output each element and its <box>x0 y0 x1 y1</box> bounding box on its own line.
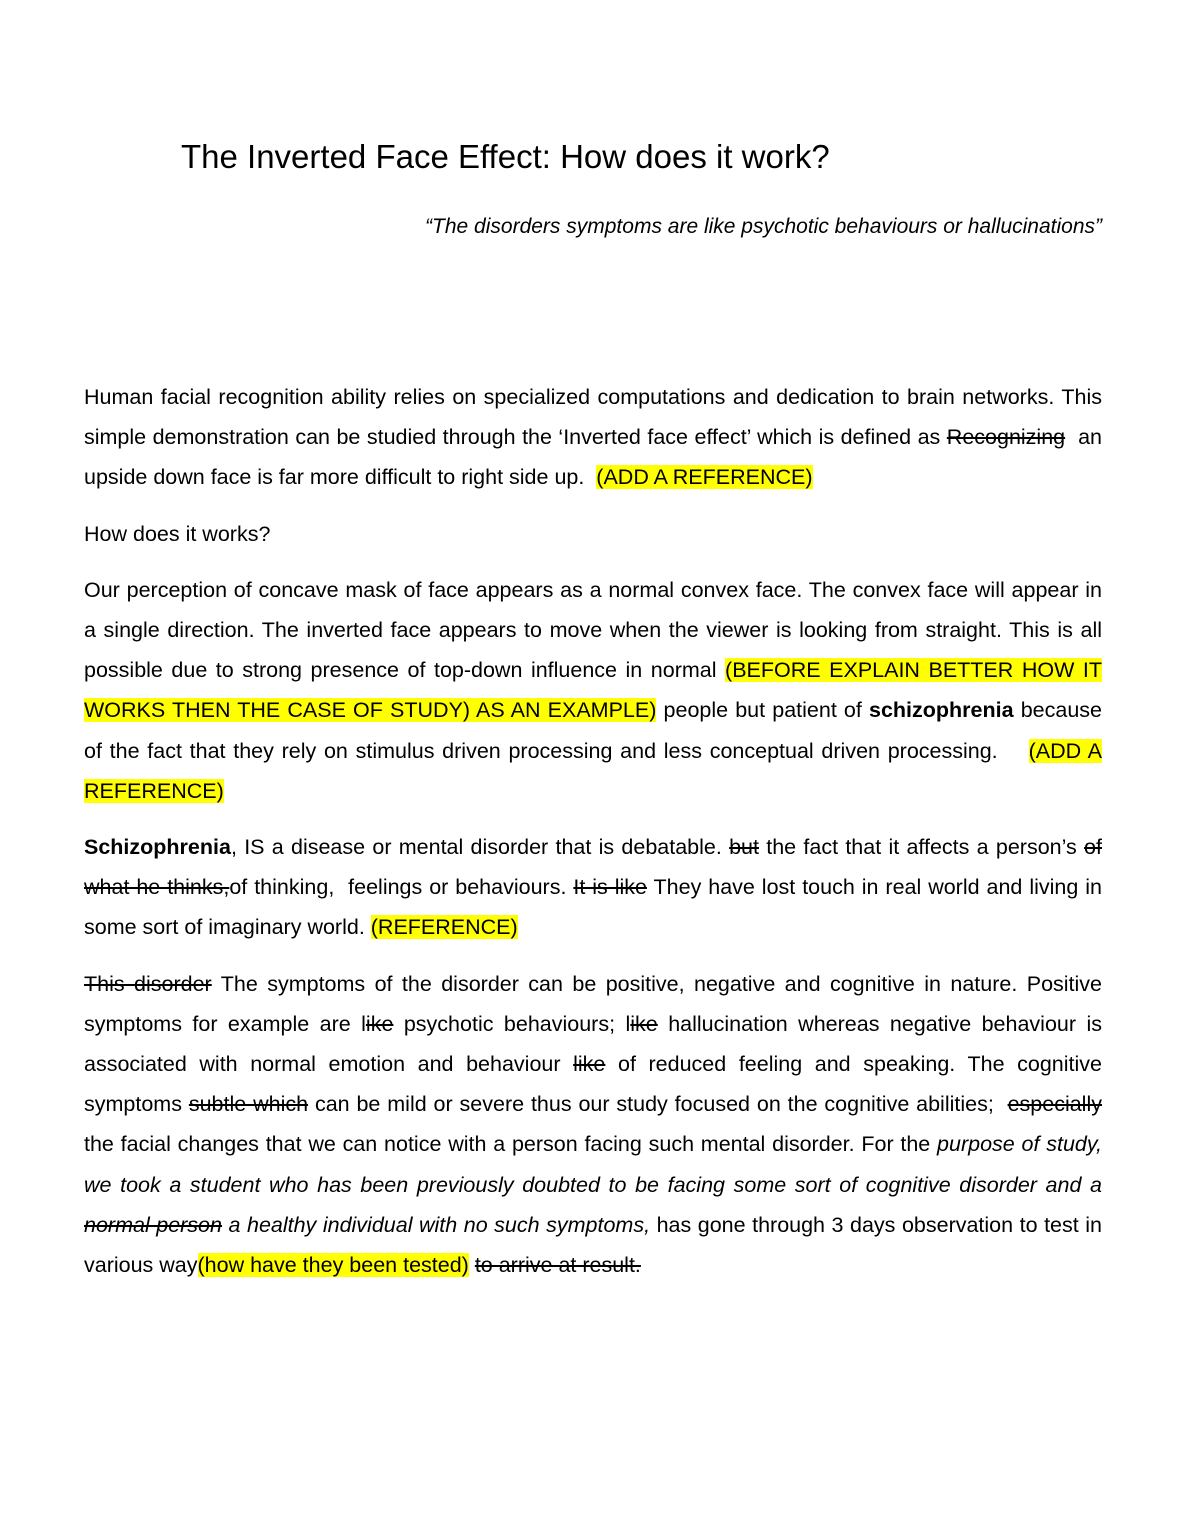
deleted-text: Recognizing <box>946 425 1066 450</box>
deleted-text: It is like <box>573 875 647 900</box>
text-run: Our perception of concave mask of face appears as a normal convex face. The convex face will appear in a single direction. The inverted face appears to move when the viewer is looking from straight. This is all possible due to strong presence of top-down influence in normal <box>84 577 1102 683</box>
text-run: hallucination whereas negative behaviour is associated with normal emotion and behaviour <box>84 1011 1102 1077</box>
paragraph-schizophrenia <box>84 827 1102 948</box>
deleted-text: like <box>573 1052 606 1077</box>
epigraph-quote: “The disorders symptoms are like psychotic behaviours or hallucinations” <box>425 215 1102 238</box>
deleted-text: but <box>729 835 759 860</box>
bold-term: Schizophrenia <box>84 835 231 860</box>
deleted-text: to arrive at result. <box>474 1253 641 1278</box>
italic-text: a healthy individual with no such symptoms, <box>221 1212 651 1237</box>
italic-text: purpose of study, we took a student who has been previously doubted to be facing some sort of cognitive disorder and a <box>84 1132 1102 1197</box>
bold-term: schizophrenia <box>869 698 1014 723</box>
deleted-text: of what he thinks, <box>84 835 1102 900</box>
paragraph-intro <box>84 377 1108 498</box>
text-run: The symptoms of the disorder can be positive, negative and cognitive in nature. Positive symptoms for example are l <box>84 971 1103 1036</box>
document-title: The Inverted Face Effect: How does it work? <box>181 138 830 175</box>
text-run: of reduced feeling and speaking. The cognitive symptoms <box>84 1052 1102 1117</box>
text-run: because of the fact that they rely on stimulus driven processing and less conceptual driven processing. <box>84 698 1108 763</box>
text-run: people but patient of <box>656 698 869 723</box>
text-run: They have lost touch in real world and living in some sort of imaginary world. <box>84 875 1102 940</box>
text-run: an upside down face is far more difficult to right side up. <box>84 425 1108 490</box>
deleted-text: normal person <box>84 1212 222 1237</box>
text-run: can be mild or severe thus our study focused on the cognitive abilities; <box>308 1092 1008 1117</box>
deleted-text: ike <box>365 1011 394 1036</box>
highlighted-note: (how have they been tested) <box>197 1253 469 1278</box>
deleted-text: especially <box>1007 1092 1102 1117</box>
document-body <box>84 377 1108 1301</box>
highlighted-note: (REFERENCE) <box>370 915 518 940</box>
paragraph-question <box>84 514 1102 554</box>
text-run: , IS a disease or mental disorder that is debatable. <box>230 835 730 860</box>
paragraph-perception <box>84 570 1108 811</box>
deleted-text: subtle which <box>188 1092 309 1117</box>
text-run: psychotic behaviours; l <box>393 1011 631 1036</box>
highlighted-note: (ADD A REFERENCE) <box>596 465 813 490</box>
text-run: the fact that it affects a person’s <box>758 835 1085 860</box>
deleted-text: This disorder <box>84 971 212 996</box>
paragraph-symptoms <box>84 964 1102 1286</box>
deleted-text: ike <box>630 1011 658 1036</box>
highlighted-note: (BEFORE EXPLAIN BETTER HOW IT WORKS THEN THE CASE OF STUDY) AS AN EXAMPLE) <box>84 658 1102 723</box>
text-run: has gone through 3 days observation to test in various way <box>84 1212 1102 1278</box>
highlighted-note: (ADD A REFERENCE) <box>84 738 1102 803</box>
text-run: of thinking, feelings or behaviours. <box>229 875 574 900</box>
text-run: the facial changes that we can notice with a person facing such mental disorder. For the <box>84 1132 938 1157</box>
subheading-text: How does it works? <box>84 521 271 546</box>
text-run: Human facial recognition ability relies on specialized computations and dedication to brain networks. This simple demonstration can be studied through the ‘Inverted face effect’ which is defined as <box>84 385 1102 450</box>
